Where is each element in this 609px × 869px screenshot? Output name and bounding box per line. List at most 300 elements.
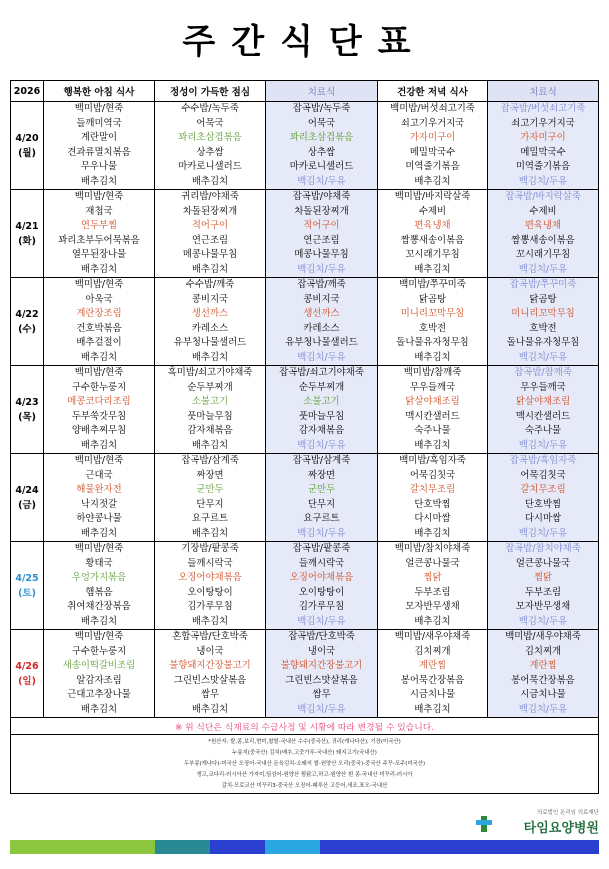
dinner-diet-cell [488,102,599,190]
menu-item: 잡곡밥/흑임자죽 [509,455,577,466]
lunch-header: 정성이 가득한 점심 [155,81,266,102]
date-label: 4/26 [15,660,39,672]
day-row [11,454,599,542]
date-label: 4/24 [15,484,39,496]
weekly-menu-table [10,80,599,794]
menu-item: 쇠고기우거지국 [511,117,575,129]
breakfast-cell [44,190,155,278]
menu-item: 생선까스 [191,308,229,319]
menu-item: 꽈리초삼겹볶음 [289,132,354,143]
menu-item: 찜닭 [533,572,553,583]
date-label: 4/20 [15,132,39,144]
origin-line: 갈치-모로코산 미꾸리3-중국산 오징어-페루산 고등어,새조,표오-국내산 [221,782,388,789]
menu-item: 계란찜 [529,660,557,671]
menu-item: 백김치/두유 [518,615,568,627]
menu-item: 배추김치 [80,263,118,275]
menu-item: 그린빈스맛살볶음 [285,674,358,686]
menu-item: 기장밥/팥콩죽 [181,543,239,554]
menu-item: 두부조림 [414,586,451,598]
menu-item: 배추김치 [191,351,229,363]
menu-item: 소불고기 [303,396,340,407]
menu-item: 가자미구이 [409,132,456,143]
menu-item: 봉어묵간장볶음 [400,674,465,686]
menu-item: 배추김치 [414,175,451,187]
menu-item: 수수밥/녹두죽 [181,103,239,114]
menu-item: 편육냉채 [414,220,451,231]
menu-item: 짜장면 [196,469,224,481]
menu-item: 취여채간장볶음 [67,601,131,612]
dinner-header: 건강한 저녁 식사 [378,81,488,102]
menu-item: 어묵국 [196,117,224,129]
menu-item: 호박전 [529,322,557,334]
menu-item: 백김치/두유 [297,615,346,627]
menu-item: 배추김치 [80,439,118,451]
menu-item: 돌나물유자청무침 [396,337,469,348]
menu-item: 백미밥/현죽 [74,367,124,378]
lunch-cell [155,542,266,630]
menu-item: 얼큰콩나물국 [515,557,571,569]
day-row [11,630,599,718]
menu-item: 상추쌈 [307,146,336,158]
menu-item: 백김치/두유 [297,351,346,363]
menu-item: 김치찌개 [524,645,562,657]
menu-item: 백미밥/새우야채죽 [394,631,471,642]
menu-item: 무우나물 [80,161,118,172]
breakfast-cell [44,102,155,190]
page-title: 주간식단표 [182,22,427,62]
menu-item: 짬뽕새송이볶음 [511,234,575,246]
origin-notes [11,735,599,794]
menu-item: 배추김치 [80,351,118,363]
lunch-diet-cell [266,366,378,454]
date-cell [11,630,44,718]
menu-item: 김가루무침 [298,601,345,612]
menu-item: 단호박찜 [524,498,562,510]
date-cell [11,454,44,542]
menu-item: 풋마늘무침 [298,410,345,422]
menu-item: 배추김치 [80,703,118,715]
menu-item: 적어구이 [191,220,229,231]
menu-item: 숙주나물 [414,425,451,436]
menu-item: 잡곡밥/삼계죽 [292,455,351,466]
menu-item: 단무지 [196,498,224,510]
menu-item: 냉이국 [307,645,336,657]
origin-notes-row [11,735,599,794]
menu-item: 카레소스 [303,322,340,334]
menu-item: 꼬시래기무침 [515,249,571,260]
menu-item: 그린빈스맛살볶음 [173,674,247,686]
menu-item: 냉이국 [196,645,224,657]
menu-item: 구수한누룽지 [71,645,127,657]
menu-item: 순두부찌개 [187,381,233,393]
menu-item: 잡곡밥/참치야채죽 [505,543,581,554]
menu-item: 해물완자전 [76,484,122,495]
menu-item: 백김치/두유 [518,703,568,715]
origin-line: 생고,코다리-러시아산 가자미,딤섬어-원양산 찜닭고,하고-원양산 흰 콩-국내산 미꾸리-러시아 [196,771,413,778]
notice-text: ※ 위 식단은 식재료의 수급사정 및 시황에 따라 변경될 수 있습니다. [11,718,599,735]
menu-item: 백미밥/현죽 [74,103,124,114]
menu-item: 잡곡밥/팥콩죽 [292,543,351,554]
day-row [11,102,599,190]
dinner-diet-header: 치료식 [488,81,599,102]
menu-item: 들깨미역국 [76,117,122,129]
hospital-cross-icon [475,814,493,834]
menu-item: 혼합곡밥/단호박죽 [172,631,248,642]
menu-item: 백미밥/현죽 [74,455,124,466]
menu-item: 짬뽕새송이볶음 [400,234,465,246]
menu-item: 배추김치 [191,703,229,715]
menu-item: 배추김치 [414,439,451,451]
menu-item: 무우들깨국 [409,381,456,393]
menu-item: 배추김치 [80,527,118,539]
menu-item: 배추김치 [191,263,229,275]
menu-item: 재첩국 [85,205,113,217]
menu-item: 군만두 [196,484,224,495]
menu-item: 연두부찜 [80,220,118,231]
menu-item: 견과류멸치볶음 [67,146,131,158]
menu-item: 맥시칸샐러드 [405,410,460,422]
menu-item: 단무지 [307,498,336,510]
menu-item: 배추김치 [80,175,118,187]
menu-item: 백미밥/현죽 [74,543,124,554]
menu-item: 연근조림 [303,234,340,246]
menu-item: 꽈리초삼겹볶음 [178,132,242,143]
menu-item: 마카로니샐러드 [289,161,354,172]
date-label: 4/23 [15,396,39,408]
menu-item: 얼큰콩나물국 [405,557,460,569]
origin-line: 누룽지(중국산) 김치(배추,고춧가루-국내산) 돼지고기(국내산) [232,749,377,756]
year-header: 2026 [11,81,44,102]
menu-item: 감자채볶음 [298,425,345,436]
menu-item: 배추김치 [191,615,229,627]
dinner-cell [378,366,488,454]
menu-item: 백미밥/참치야채죽 [394,543,471,554]
menu-item: 백김치/두유 [297,175,346,187]
menu-item: 계란말이 [80,132,118,143]
menu-item: 메밀막국수 [409,146,456,158]
menu-item: 미니리꼬막무침 [511,308,575,319]
lunch-diet-cell [266,190,378,278]
menu-item: 배추겉절이 [76,337,122,348]
dinner-diet-cell [488,454,599,542]
lunch-diet-cell [266,278,378,366]
menu-item: 잡곡밥/바지락살죽 [505,191,581,202]
dinner-cell [378,278,488,366]
menu-item: 순두부찌개 [298,381,345,393]
stripe [155,840,210,854]
breakfast-cell [44,630,155,718]
menu-item: 잡곡밥/깨죽 [297,279,346,290]
menu-item: 적어구이 [303,220,340,231]
menu-item: 아욱국 [85,293,113,305]
menu-item: 백김치/두유 [518,175,568,187]
origin-line: *원산지: 쌀,콩,보리,현미,찹쌀-국내산 수수(중국산), 귀리(캐나다산), 기장(미국산) [208,738,401,745]
menu-item: 백미밥/현죽 [74,279,124,290]
dinner-diet-cell [488,366,599,454]
menu-item: 메콩나물무침 [294,249,349,260]
menu-item: 백김치/두유 [518,351,568,363]
menu-item: 요구르트 [303,513,340,524]
menu-item: 쌈무 [312,689,331,700]
menu-item: 수수밥/깨죽 [185,279,235,290]
menu-item: 백김치/두유 [297,263,346,275]
menu-item: 감자채볶음 [187,425,233,436]
menu-item: 편육냉채 [524,220,562,231]
menu-item: 햄볶음 [85,586,113,598]
menu-item: 돌나물유자청무침 [506,337,580,348]
menu-item: 유부청나물샐러드 [173,337,247,348]
dinner-cell [378,630,488,718]
lunch-cell [155,190,266,278]
menu-item: 귀리밥/야채죽 [181,191,239,202]
menu-item: 김가루무침 [187,601,233,612]
menu-item: 갈치무조림 [520,484,566,495]
menu-item: 다시마쌈 [414,513,451,524]
menu-item: 잡곡밥/쭈꾸미죽 [509,279,577,290]
menu-item: 무우들깨국 [520,381,566,393]
menu-item: 배추김치 [414,263,451,275]
menu-item: 상추쌈 [196,146,224,158]
menu-item: 낙지젓갈 [80,498,118,510]
menu-item: 메콩코다리조림 [67,396,131,407]
menu-item: 오이탕탕이 [187,586,233,598]
menu-item: 호박전 [418,322,447,334]
menu-item: 흑미밥/쇠고기야채죽 [167,367,253,378]
menu-item: 수제비 [418,205,447,217]
menu-item: 시금치나물 [409,689,456,700]
menu-item: 오징어야채볶음 [178,572,242,583]
menu-item: 잡곡밥/참깨죽 [514,367,572,378]
menu-item: 닭살야채조림 [405,396,460,407]
menu-item: 풋마늘무침 [187,410,233,422]
breakfast-header: 행복한 아침 식사 [44,81,155,102]
menu-item: 단호박찜 [414,498,451,510]
dinner-diet-cell [488,278,599,366]
dinner-diet-cell [488,542,599,630]
menu-item: 콩비지국 [191,293,229,305]
menu-item: 백미밥/현죽 [74,631,124,642]
breakfast-cell [44,366,155,454]
menu-item: 백미밥/참깨죽 [403,367,462,378]
lunch-cell [155,278,266,366]
menu-item: 메밀막국수 [520,146,566,158]
menu-item: 건호박볶음 [76,322,122,334]
logo-subtitle: 의료법인 온리임 의료재단 [537,810,599,816]
notice-row [11,718,599,735]
menu-item: 잡곡밥/녹두죽 [292,103,351,114]
menu-item: 모자반무생채 [405,601,460,612]
menu-item: 시금치나물 [520,689,566,700]
lunch-cell [155,102,266,190]
menu-item: 어묵국 [307,117,336,129]
menu-item: 배추김치 [414,615,451,627]
menu-item: 근대국 [85,469,113,481]
menu-item: 김치찌개 [414,645,451,657]
menu-item: 봉어묵간장볶음 [511,674,575,686]
lunch-cell [155,366,266,454]
menu-item: 백김치/두유 [297,527,346,539]
menu-item: 잡곡밥/쇠고기야채죽 [279,367,364,378]
menu-item: 백미밥/새우야채죽 [505,631,581,642]
menu-item: 생선까스 [303,308,340,319]
menu-item: 잡곡밥/야채죽 [292,191,351,202]
date-cell [11,278,44,366]
weekday-label: (토) [18,587,36,599]
hospital-logo [469,808,599,836]
menu-item: 맥시칸샐러드 [515,410,571,422]
dinner-cell [378,102,488,190]
footer-stripes [10,840,599,854]
menu-item: 짜장면 [307,469,336,481]
menu-item: 차돌된장찌개 [294,205,349,217]
menu-item: 소불고기 [191,396,229,407]
menu-item: 백김치/두유 [297,703,346,715]
breakfast-cell [44,454,155,542]
menu-item: 백김치/두유 [297,439,346,451]
menu-item: 백김치/두유 [518,439,568,451]
menu-item: 알감자조림 [76,674,122,686]
lunch-cell [155,630,266,718]
menu-item: 계란찜 [418,660,447,671]
date-cell [11,366,44,454]
lunch-diet-cell [266,454,378,542]
lunch-cell [155,454,266,542]
menu-item: 콩비지국 [303,293,340,305]
menu-item: 구수한누룽지 [71,381,127,393]
menu-item: 닭곰탕 [529,293,557,305]
menu-item: 우엉가지볶음 [71,572,127,583]
menu-item: 메콩나물무침 [182,249,238,260]
menu-item: 계란장조림 [76,308,122,319]
menu-item: 백김치/두유 [518,263,568,275]
header-row [11,81,599,102]
lunch-diet-cell [266,630,378,718]
menu-item: 배추김치 [414,351,451,363]
menu-item: 배추김치 [80,615,118,627]
menu-item: 모자반무생채 [515,601,571,612]
menu-item: 백미밥/현죽 [74,191,124,202]
weekday-label: (목) [18,411,36,423]
menu-item: 군만두 [307,484,336,495]
stripe [265,840,320,854]
logo-name: 타임요양병원 [523,821,599,836]
menu-item: 찜닭 [423,572,442,583]
menu-item: 오이탕탕이 [298,586,345,598]
menu-item: 배추김치 [414,703,451,715]
menu-item: 백미밥/바지락살죽 [394,191,471,202]
menu-item: 마카로니샐러드 [178,161,242,172]
menu-item: 배추김치 [414,527,451,539]
menu-item: 숙주나물 [524,425,562,436]
stripe [320,840,599,854]
lunch-diet-cell [266,102,378,190]
menu-item: 미역줄기볶음 [515,161,571,172]
date-cell [11,102,44,190]
menu-item: 어묵김칫국 [409,469,456,481]
menu-item: 백미밥/버섯쇠고기죽 [390,103,475,114]
dinner-cell [378,454,488,542]
menu-item: 백미밥/흑임자죽 [399,455,466,466]
menu-item: 가자미구이 [520,132,566,143]
dinner-diet-cell [488,190,599,278]
menu-item: 배추김치 [191,175,229,187]
menu-item: 양배추찌무침 [71,425,127,436]
menu-item: 하얀콩나물 [76,513,122,524]
menu-item: 다시마쌈 [524,513,562,524]
menu-item: 닭곰탕 [418,293,447,305]
menu-item: 수제비 [529,205,557,217]
menu-item: 백미밥/쭈꾸미죽 [399,279,466,290]
stripe [10,840,155,854]
menu-item: 어묵김칫국 [520,469,566,481]
breakfast-cell [44,542,155,630]
weekday-label: (일) [18,675,36,687]
day-row [11,542,599,630]
dinner-cell [378,542,488,630]
menu-item: 잡곡밥/단호박죽 [288,631,355,642]
menu-item: 새송이떡갈비조림 [62,660,136,671]
menu-item: 백김치/두유 [518,527,568,539]
menu-item: 배추김치 [191,527,229,539]
menu-item: 갈치무조림 [409,484,456,495]
menu-item: 쌈무 [200,689,220,700]
weekday-label: (수) [18,323,36,335]
day-row [11,190,599,278]
date-label: 4/22 [15,308,39,320]
date-cell [11,542,44,630]
origin-line: 두부콩(캐나다)-미국산 오징어-국내산 돈육김치-소돼지 쌀-원양산 오리(중국)-중국산 주꾸-포주(미국산) [183,760,426,767]
menu-item: 황태국 [85,557,113,569]
weekday-label: (월) [18,147,36,159]
menu-item: 배추김치 [191,439,229,451]
menu-item: 잡곡밥/버섯쇠고기죽 [500,103,586,114]
menu-item: 쇠고기우거지국 [400,117,465,129]
menu-item: 불향돼지간장불고기 [169,660,251,671]
menu-item: 미니리꼬막무침 [400,308,465,319]
menu-item: 들깨시락국 [298,557,345,569]
menu-item: 들깨시락국 [187,557,233,569]
menu-item: 잡곡밥/삼계죽 [181,455,239,466]
menu-item: 닭살야채조림 [515,396,571,407]
menu-item: 유부청나물샐러드 [285,337,358,348]
menu-item: 열무된장나물 [71,249,127,260]
menu-item: 요구르트 [191,513,229,524]
menu-item: 연근조림 [191,234,229,246]
menu-item: 오징어야채볶음 [289,572,354,583]
date-cell [11,190,44,278]
date-label: 4/21 [15,220,39,232]
menu-item: 차돌된장찌개 [182,205,238,217]
weekday-label: (화) [18,235,36,247]
lunch-diet-header: 치료식 [266,81,378,102]
stripe [210,840,265,854]
menu-item: 두부조림 [524,586,562,598]
day-row [11,366,599,454]
breakfast-cell [44,278,155,366]
dinner-diet-cell [488,630,599,718]
date-label: 4/25 [15,572,39,584]
menu-item: 카레소스 [191,322,229,334]
menu-item: 미역줄기볶음 [405,161,460,172]
menu-item: 불향돼지간장불고기 [280,660,363,671]
menu-item: 꼬시래기무침 [405,249,460,260]
weekday-label: (금) [18,499,36,511]
menu-item: 두부쑥갓무침 [71,410,127,422]
dinner-cell [378,190,488,278]
day-row [11,278,599,366]
lunch-diet-cell [266,542,378,630]
menu-item: 꽈리초부두어묵볶음 [58,234,140,246]
